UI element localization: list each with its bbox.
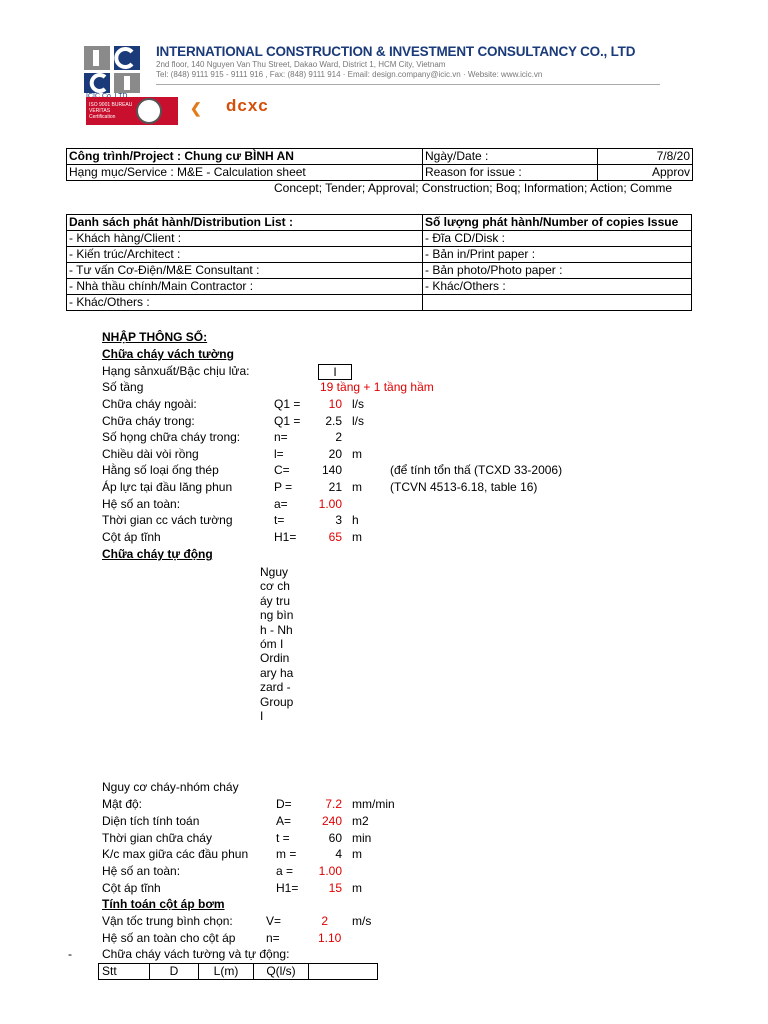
param-symbol: n= [274,430,288,445]
param-label: Chữa cháy trong: [102,413,195,428]
so-tang-value: 19 tầng + 1 tầng hầm [320,380,434,394]
param-label: Hệ số an toàn cho cột áp [102,930,236,945]
param-unit: m [352,847,362,862]
param-value: 1.00 [318,864,342,879]
param-value: 4 [335,847,342,862]
pipe-calc-table [98,963,378,980]
copies-row: - Bản photo/Photo paper : [423,263,692,279]
col-stt: Stt [99,964,150,980]
param-unit: m [352,446,362,461]
param-label: Mật độ: [102,797,143,811]
param-unit: mm/min [352,797,395,811]
distribution-row: - Tư vấn Cơ-Điện/M&E Consultant : [67,263,423,279]
param-unit: m2 [352,813,369,828]
param-value: 1.00 [318,496,342,511]
param-symbol: H1= [274,529,297,544]
partner-logo: dcxc [226,96,269,115]
distribution-row: - Kiến trúc/Architect : [67,247,423,263]
param-value: 1.10 [318,930,342,945]
param-value: 21 [328,480,342,494]
param-unit: min [352,830,372,845]
param-unit: m [352,529,362,544]
param-label: Cột áp tĩnh [102,529,161,544]
distribution-header: Danh sách phát hành/Distribution List : [67,215,423,231]
param-unit: l/s [352,397,364,411]
param-label: Hệ số an toàn: [102,496,181,511]
param-symbol: A= [276,813,292,828]
header-divider [156,84,660,85]
param-value: 7.2 [325,797,342,811]
param-value: 3 [335,513,342,528]
param-unit: l/s [352,413,364,428]
swoosh-logo-icon: ❮ [190,100,202,116]
param-value: 60 [328,830,342,845]
section-pump-head: Tính toán cột áp bơm [102,897,225,911]
param-label: Hằng số loại ống thép [102,463,219,478]
param-symbol: Q1 = [274,413,301,428]
param-symbol: D= [276,797,292,811]
param-value: 65 [328,529,342,544]
copies-row: - Bản in/Print paper : [423,247,692,263]
section-sprinkler: Chữa cháy tự động [102,547,213,561]
param-symbol: Q1 = [274,397,301,411]
param-value: 2.5 [325,413,342,428]
bullet-dash: - [68,947,72,961]
company-name: INTERNATIONAL CONSTRUCTION & INVESTMENT CONSULTANCY CO., LTD [156,44,636,59]
param-label: Cột áp tĩnh [102,881,161,895]
param-symbol: a = [276,864,294,879]
distribution-row: - Khách hàng/Client : [67,231,423,247]
combined-label: Chữa cháy vách tường và tự động: [102,947,290,961]
param-label: Thời gian cc vách tường [102,513,233,528]
param-symbol: C= [274,463,290,478]
param-label: Hệ số an toàn: [102,864,181,879]
hang-label: Hạng sảnxuất/Bậc chịu lửa: [102,364,250,378]
distribution-row: - Nhà thầu chính/Main Contractor : [67,279,423,295]
inputs-title: NHẬP THÔNG SỐ: [102,330,208,344]
param-note: (TCVN 4513-6.18, table 16) [390,480,538,494]
param-value: 2 [335,430,342,445]
param-symbol: V= [266,914,282,928]
param-unit: m/s [352,914,372,928]
issue-purpose-list: Concept; Tender; Approval; Construction; Boq; Information; Action; Comme [274,181,672,195]
param-label: Áp lực tại đầu lăng phun [102,480,233,494]
certification-seal-icon [136,98,162,124]
param-unit: h [352,513,359,528]
so-tang-label: Số tầng [102,380,144,394]
param-label: Thời gian chữa cháy [102,830,212,845]
param-symbol: t= [274,513,285,528]
cert-text: ISO 9001 BUREAU VERITAS Certification [89,102,133,120]
param-unit: m [352,480,362,494]
date-label: Ngày/Date : [423,149,598,165]
param-label: Số họng chữa cháy trong: [102,430,241,445]
project-table [66,148,693,181]
param-label: Chữa cháy ngoài: [102,397,197,411]
company-logo [84,46,140,102]
hazard-wrapped-text: Nguy cơ cháy trung bình - Nhóm I Ordinary hazard - Group I [260,565,294,724]
company-contact: Tel: (848) 9111 915 - 9111 916 , Fax: (848) 9111 914 · Email: design.company@icic.vn · Website: www.icic.vn [156,70,543,79]
service-name: Hạng mục/Service : M&E - Calculation sheet [67,165,423,181]
param-symbol: l= [274,446,284,461]
param-symbol: a= [274,496,288,511]
hang-value: I [318,364,352,380]
copies-row: - Khác/Others : [423,279,692,295]
copies-row [423,295,692,311]
iso-certification-logo [86,97,178,125]
reason-value: Approv [598,165,693,181]
distribution-table [66,214,692,311]
col-l: L(m) [199,964,254,980]
col-blank [309,964,378,980]
param-label: K/c max giữa các đầu phun [102,847,249,862]
param-value: 140 [321,463,342,478]
copies-header: Số lượng phát hành/Number of copies Issue [423,215,692,231]
param-label: Diện tích tính toán [102,813,200,828]
param-symbol: t = [276,830,290,845]
hazard-label: Nguy cơ cháy-nhóm cháy [102,780,239,794]
param-value: 240 [321,813,342,828]
param-symbol: m = [276,847,297,862]
copies-row: - Đĩa CD/Disk : [423,231,692,247]
param-value: 20 [328,446,342,461]
section-wall-hydrant: Chữa cháy vách tường [102,347,234,361]
company-address: 2nd floor, 140 Nguyen Van Thu Street, Dakao Ward, District 1, HCM City, Vietnam [156,60,446,69]
param-value: 15 [328,881,342,895]
param-label: Chiều dài vòi rồng [102,446,199,461]
param-label: Vận tốc trung bình chọn: [102,914,233,928]
reason-label: Reason for issue : [423,165,598,181]
col-q: Q(l/s) [254,964,309,980]
param-symbol: H1= [276,881,299,895]
distribution-row: - Khác/Others : [67,295,423,311]
param-value: 10 [328,397,342,411]
param-note: (để tính tổn thấ (TCXD 33-2006) [390,463,563,478]
param-symbol: P = [274,480,293,494]
col-d: D [150,964,199,980]
param-value: 2 [321,914,328,928]
param-unit: m [352,881,362,895]
project-name: Công trình/Project : Chung cư BÌNH AN [67,149,423,165]
param-symbol: n= [266,930,280,945]
date-value: 7/8/20 [598,149,693,165]
